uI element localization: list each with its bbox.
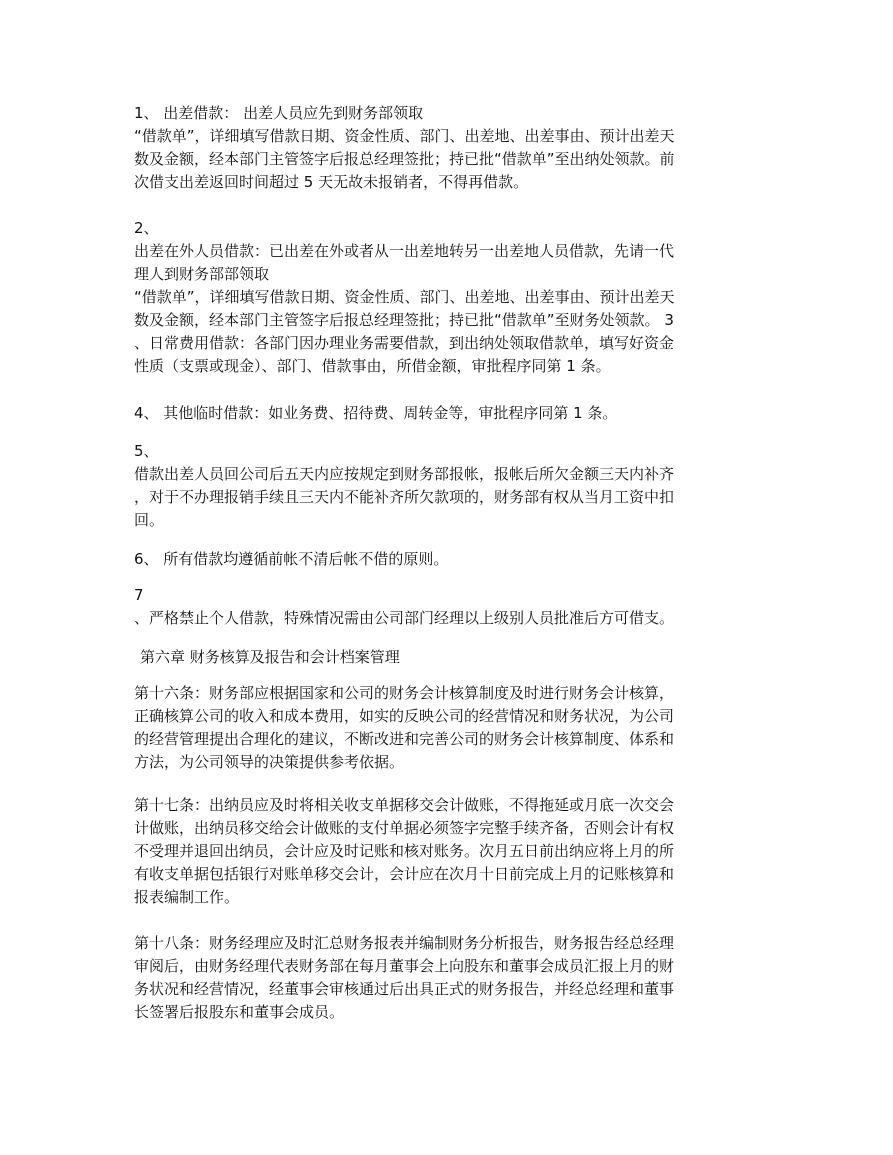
text-line: 2、 <box>134 219 159 237</box>
paragraph-loan-principle <box>134 548 764 571</box>
text-line: 务状况和经营情况，经董事会审核通过后出具正式的财务报告，并经总经理和董事 <box>134 980 675 998</box>
text-line: 、严格禁止个人借款，特殊情况需由公司部门经理以上级别人员批准后方可借支。 <box>134 609 675 627</box>
text-line: 第十六条：财务部应根据国家和公司的财务会计核算制度及时进行财务会计核算， <box>134 684 675 702</box>
text-line: 审阅后，由财务经理代表财务部在每月董事会上向股东和董事会成员汇报上月的财 <box>134 957 675 975</box>
text-line: “借款单”，详细填写借款日期、资金性质、部门、出差地、出差事由、预计出差天 <box>134 127 675 145</box>
text-line: 、日常费用借款：各部门因办理业务需要借款，到出纳处领取借款单，填写好资金 <box>134 334 675 352</box>
paragraph-out-of-office-loan <box>134 217 764 378</box>
text-line: 回。 <box>134 511 165 529</box>
text-line: 5、 <box>134 442 159 460</box>
text-line: 有收支单据包括银行对账单移交会计，会计应在次月十日前完成上月的记账核算和 <box>134 865 675 883</box>
text-line: 次借支出差返回时间超过 5 天无故未报销者，不得再借款。 <box>134 173 529 191</box>
text-line: 的经营管理提出合理化的建议，不断改进和完善公司的财务会计核算制度、体系和 <box>134 730 675 748</box>
text-line: 长签署后报股东和董事会成员。 <box>134 1003 345 1021</box>
paragraph-temporary-loan <box>134 402 764 425</box>
text-line: 借款出差人员回公司后五天内应按规定到财务部报帐，报帐后所欠金额三天内补齐 <box>134 465 675 483</box>
text-line: 7 <box>134 586 144 604</box>
text-line: 不受理并退回出纳员，会计应及时记账和核对账务。次月五日前出纳应将上月的所 <box>134 842 675 860</box>
text-line: 第十七条：出纳员应及时将相关收支单据移交会计做账，不得拖延或月底一次交会 <box>134 796 675 814</box>
text-line: 计做账，出纳员移交给会计做账的支付单据必须签字完整手续齐备，否则会计有权 <box>134 819 675 837</box>
paragraph-reimbursement <box>134 440 764 532</box>
text-line: 报表编制工作。 <box>134 888 240 906</box>
text-line: 第六章 财务核算及报告和会计档案管理 <box>140 648 400 666</box>
text-line: 方法，为公司领导的决策提供参考依据。 <box>134 753 405 771</box>
paragraph-personal-loan-ban <box>134 584 764 630</box>
text-line: 1、 出差借款： 出差人员应先到财务部领取 <box>134 104 424 122</box>
text-line: 数及金额，经本部门主管签字后报总经理签批；持已批“借款单”至财务处领款。 3 <box>134 311 674 329</box>
paragraph-article-17 <box>134 794 764 909</box>
text-line: 6、 所有借款均遵循前帐不清后帐不借的原则。 <box>134 550 449 568</box>
text-line: ，对于不办理报销手续且三天内不能补齐所欠款项的，财务部有权从当月工资中扣 <box>134 488 675 506</box>
text-line: 理人到财务部部领取 <box>134 265 270 283</box>
text-line: 数及金额，经本部门主管签字后报总经理签批；持已批“借款单”至出纳处领款。前 <box>134 150 675 168</box>
text-line: 第十八条：财务经理应及时汇总财务报表并编制财务分析报告，财务报告经总经理 <box>134 934 675 952</box>
paragraph-travel-loan <box>134 102 764 194</box>
paragraph-article-18 <box>134 932 764 1024</box>
text-line: 正确核算公司的收入和成本费用，如实的反映公司的经营情况和财务状况，为公司 <box>134 707 675 725</box>
paragraph-article-16 <box>134 682 764 774</box>
text-line: 性质（支票或现金）、部门、借款事由，所借金额，审批程序同第 1 条。 <box>134 357 611 375</box>
text-line: 出差在外人员借款：已出差在外或者从一出差地转另一出差地人员借款，先请一代 <box>134 242 675 260</box>
text-line: “借款单”，详细填写借款日期、资金性质、部门、出差地、出差事由、预计出差天 <box>134 288 675 306</box>
chapter-heading <box>140 646 770 669</box>
text-line: 4、 其他临时借款：如业务费、招待费、周转金等，审批程序同第 1 条。 <box>134 404 618 422</box>
